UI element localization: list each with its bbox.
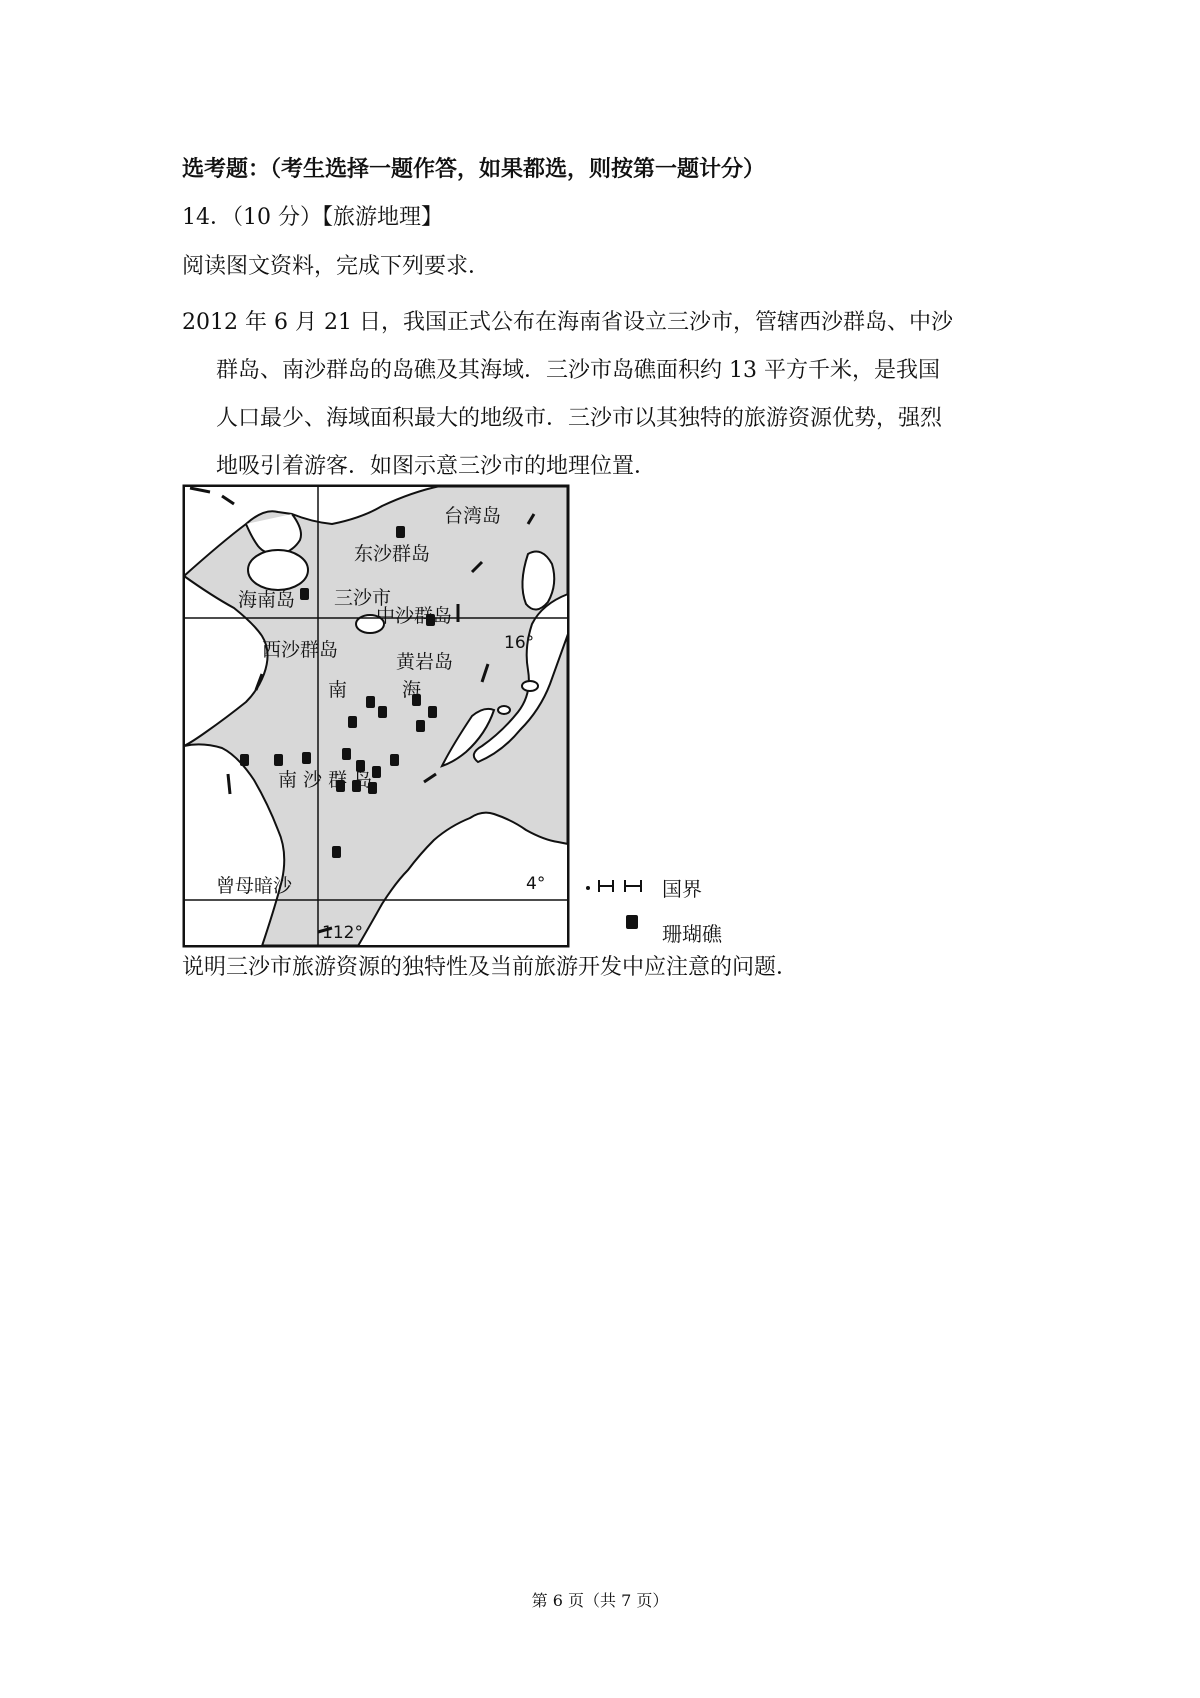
label-hai: 海 <box>402 679 422 701</box>
label-lat16: 16° <box>504 633 535 653</box>
label-lat4: 4° <box>526 874 546 894</box>
label-zhongsha: 中沙群岛 <box>376 605 453 627</box>
label-lon112: 112° <box>322 923 363 943</box>
label-sansha: 三沙市 <box>334 587 392 609</box>
map-svg <box>182 484 572 949</box>
label-nan: 南 <box>328 679 348 701</box>
label-xisha: 西沙群岛 <box>262 639 339 661</box>
label-dongsha: 东沙群岛 <box>354 543 431 565</box>
small-island-2 <box>498 706 510 714</box>
paragraph-line-3: 人口最少、海域面积最大的地级市．三沙市以其独特的旅游资源优势，强烈 <box>216 406 943 431</box>
legend-reef-label: 珊瑚礁 <box>662 922 722 946</box>
label-nansha: 南 沙 群 岛 <box>278 769 373 791</box>
reef-legend-symbol <box>626 915 638 929</box>
hainan-island <box>248 550 308 590</box>
taiwan-island <box>522 552 554 610</box>
label-hainan: 海南岛 <box>238 589 296 611</box>
paragraph-line-2: 群岛、南沙群岛的岛礁及其海域．三沙市岛礁面积约 13 平方千米，是我国 <box>216 358 940 383</box>
sansha-location-map <box>182 484 572 949</box>
label-taiwan: 台湾岛 <box>444 505 502 527</box>
border-legend-svg <box>585 876 645 896</box>
paragraph-line-4: 地吸引着游客．如图示意三沙市的地理位置． <box>216 454 657 479</box>
question-instruction: 阅读图文资料，完成下列要求． <box>182 254 491 279</box>
question-paragraph <box>182 299 1042 491</box>
section-heading: 选考题：（考生选择一题作答，如果都选，则按第一题计分） <box>182 156 766 182</box>
border-legend-symbol <box>585 876 645 896</box>
paragraph-line-1: 2012 年 6 月 21 日，我国正式公布在海南省设立三沙市，管辖西沙群岛、中沙 <box>182 310 953 335</box>
question-number: 14．（10 分）【旅游地理】 <box>182 205 443 230</box>
label-zengmu: 曾母暗沙 <box>216 875 293 897</box>
page-footer: 第 6 页（共 7 页） <box>531 1591 669 1610</box>
legend-border-label: 国界 <box>662 877 702 901</box>
small-island-1 <box>522 681 538 691</box>
question-prompt: 说明三沙市旅游资源的独特性及当前旅游开发中应注意的问题． <box>182 955 799 980</box>
label-huangyan: 黄岩岛 <box>396 651 454 673</box>
